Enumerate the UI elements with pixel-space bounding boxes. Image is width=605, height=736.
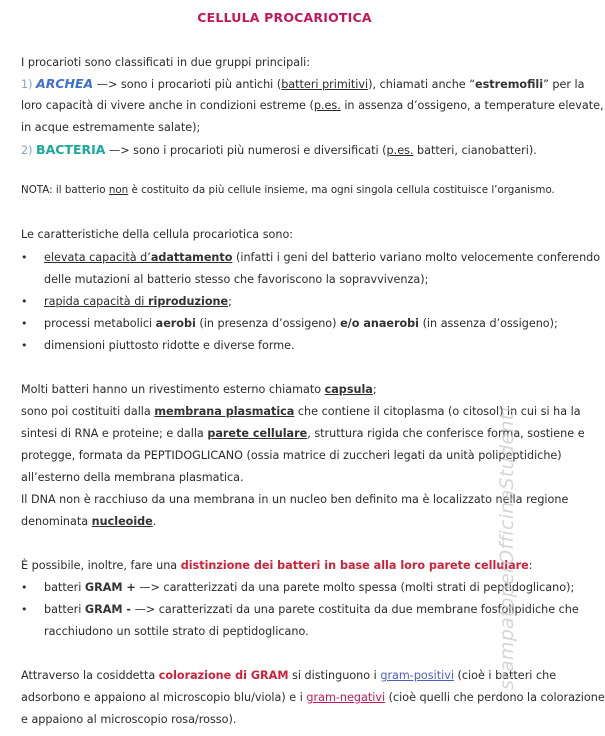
bullet-dot: • [21, 251, 28, 264]
archea-line-1 [21, 76, 585, 92]
wall-bold: parete cellulare [207, 427, 308, 440]
char-intro: Le caratteristiche della cellula procariotica sono: [21, 228, 294, 241]
gram-positive-term: gram-positivi [380, 669, 454, 682]
bullet-2 [44, 294, 232, 309]
archea-heading: ARCHEA [36, 76, 94, 91]
colorazione-line-2 [21, 690, 605, 705]
gram-intro-text: È possibile, inoltre, fare una [21, 559, 181, 572]
nota-line [21, 183, 555, 198]
bullet-1-underlined: elevata capacità d’ [44, 251, 151, 264]
gram-plus-line [44, 580, 574, 595]
bullet-3-bold-2: e/o anaerobi [340, 317, 420, 330]
nucleoide-text-2: . [152, 515, 157, 528]
colorazione-text-3: (cioè i batteri che [453, 669, 557, 682]
bacteria-line [21, 142, 537, 158]
bullet-3-text-2: (in presenza d’ossigeno) [195, 317, 341, 330]
bullet-2-text: ; [228, 295, 232, 308]
nota-text-2: è costituito da più cellule insieme, ma ogni singola cellula costituisce l’organismo. [128, 184, 555, 196]
bacteria-text-2: batteri, cianobatteri). [413, 144, 537, 157]
archea-text-3: ” per la [543, 78, 585, 91]
watermark: stampatoperOfficinaStudenti [496, 406, 518, 690]
nucleoide-text: denominata [21, 515, 92, 528]
archea-text: sono i procarioti più antichi ( [120, 78, 282, 91]
gram-intro-highlight: distinzione dei batteri in base alla loro parete cellulare [180, 559, 529, 572]
nucleoide-bold: nucleoide [91, 515, 153, 528]
capsula-line-7 [21, 514, 156, 529]
bullet-dot: • [21, 317, 28, 330]
archea-text-2: ), chiamati anche “ [368, 78, 476, 91]
bacteria-arrow: —> [109, 144, 130, 157]
colorazione-text: Attraverso la cosiddetta [21, 669, 159, 682]
bullet-2-bold: riproduzione [147, 295, 229, 308]
archea-bold: estremofili [475, 78, 544, 91]
membrane-bold: membrana plasmatica [154, 405, 295, 418]
gram-minus-bold: GRAM - [84, 603, 132, 616]
archea-l2-text: loro capacità di vivere anche in condizioni estreme ( [21, 99, 314, 112]
colorazione-highlight: colorazione di GRAM [158, 669, 289, 682]
colorazione-line-3: e appaiono al microscopio rosa/rosso). [21, 713, 237, 726]
bullet-2-underlined: rapida capacità di [44, 295, 148, 308]
archea-l2-underlined: p.es. [313, 99, 341, 112]
bullet-1-line-1 [44, 250, 600, 265]
wall-text-2: , struttura rigida che conferisce forma, sostiene e [307, 427, 585, 440]
bacteria-underlined: p.es. [386, 144, 414, 157]
colorazione-text-2: si distinguono i [288, 669, 381, 682]
gram-minus-text: batteri [44, 603, 85, 616]
bullet-1-bold: adattamento [150, 251, 233, 264]
membrane-text-2: che contiene il citoplasma (o citosol) in cui si ha la [294, 405, 581, 418]
bullet-dot: • [21, 295, 28, 308]
bullet-3 [44, 316, 558, 331]
bacteria-number: 2) [21, 144, 33, 157]
bullet-dot: • [21, 581, 28, 594]
wall-text: sintesi di RNA e proteine; e dalla [21, 427, 208, 440]
capsula-text: Molti batteri hanno un rivestimento esterno chiamato [21, 383, 325, 396]
capsula-line-1 [21, 382, 377, 397]
bullet-1-line-2: delle mutazioni al batterio stesso che favoriscono la sopravvivenza); [44, 273, 429, 286]
capsula-line-4: protegge, formata da PEPTIDOGLICANO (ossia matrice di zuccheri legati da unità polipeptidiche) [21, 449, 562, 462]
bullet-3-bold: aerobi [155, 317, 196, 330]
gram-plus-text-2: —> caratterizzati da una parete molto spessa (molti strati di peptidoglicano); [135, 581, 575, 594]
gram-negative-term: gram-negativi [306, 691, 386, 704]
archea-arrow: —> [96, 78, 118, 91]
bullet-3-text-3: (in assenza d’ossigeno); [419, 317, 558, 330]
bullet-3-text: processi metabolici [44, 317, 156, 330]
colorazione-l2-text: adsorbono e appaiono al microscopio blu/viola) e i [21, 691, 307, 704]
gram-plus-bold: GRAM + [84, 581, 136, 594]
colorazione-l2-text-2: (cioè quelli che perdono la colorazione [385, 691, 605, 704]
capsula-line-6: Il DNA non è racchiuso da una membrana in un nucleo ben definito ma è localizzato nella regione [21, 493, 569, 506]
archea-line-2 [21, 98, 604, 113]
gram-minus-line-2: racchiudono un sottile strato di peptidoglicano. [44, 625, 309, 638]
bacteria-heading: BACTERIA [36, 142, 106, 157]
membrane-text: sono poi costituiti dalla [21, 405, 155, 418]
nota-underlined: non [108, 184, 129, 196]
capsula-text-2: ; [372, 383, 377, 396]
bacteria-text: sono i procarioti più numerosi e diversificati ( [133, 144, 387, 157]
capsula-line-5: all’esterno della membrana plasmatica. [21, 471, 244, 484]
gram-plus-text: batteri [44, 581, 85, 594]
intro-text: I procarioti sono classificati in due gruppi principali: [21, 56, 311, 69]
capsula-bold: capsula [324, 383, 373, 396]
colorazione-line-1 [21, 668, 556, 683]
bullet-4: dimensioni piuttosto ridotte e diverse forme. [44, 339, 295, 352]
page-title: CELLULA PROCARIOTICA [197, 10, 372, 25]
archea-number: 1) [21, 78, 33, 91]
bullet-dot: • [21, 603, 28, 616]
archea-underlined: batteri primitivi [281, 78, 369, 91]
gram-intro-text-2: : [528, 559, 533, 572]
bullet-dot: • [21, 339, 28, 352]
gram-intro [21, 558, 533, 573]
nota-text: NOTA: il batterio [21, 184, 109, 196]
bullet-1-text: (infatti i geni del batterio variano molto velocemente conferendo [232, 251, 601, 264]
archea-line-3: in acque estremamente salate); [21, 121, 201, 134]
gram-minus-text-2: —> caratterizzati da una parete costituita da due membrane fosfolipidiche che [131, 603, 579, 616]
archea-l2-text-2: in assenza d’ossigeno, a temperature elevate, [340, 99, 604, 112]
